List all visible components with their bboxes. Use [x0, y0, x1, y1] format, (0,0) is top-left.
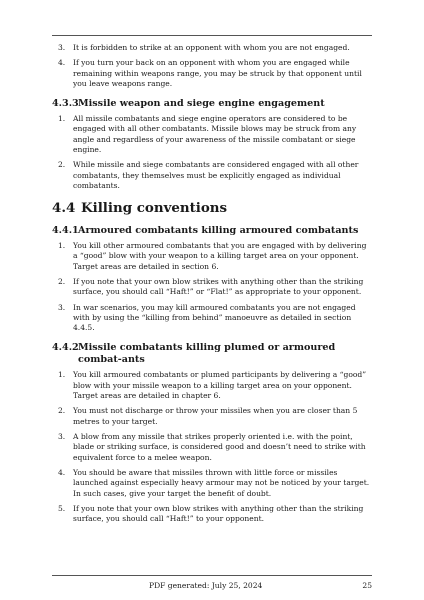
page-content	[52, 43, 372, 530]
list-item-number: 3.	[58, 432, 66, 442]
list-item	[52, 58, 372, 89]
list-item	[52, 370, 372, 401]
list-item	[52, 114, 372, 155]
list-item-text: You must not discharge or throw your missiles when you are closer than 5 metres to your target.	[73, 406, 358, 426]
intro-list	[52, 43, 372, 89]
section-title: Missile weapon and siege engine engagement	[78, 97, 325, 109]
page-number: 25	[362, 581, 372, 590]
list-item-text: It is forbidden to strike at an opponent with whom you are not engaged.	[73, 43, 350, 52]
section-number: 4.3.3	[52, 97, 79, 109]
list-item-text: If you turn your back on an opponent with whom you are engaged while remaining within weapons range, you may be struck by that opponent until you leave weapons range.	[73, 58, 362, 88]
list-item-text: All missile combatants and siege engine operators are considered to be engaged with all other combatants. Missile blows may be struck from any angle and regardless of your awareness of the missile combatant or siege engine.	[73, 114, 357, 154]
section-number: 4.4.2	[52, 342, 79, 354]
list-item	[52, 406, 372, 427]
list-item	[52, 43, 372, 53]
list-item	[52, 303, 372, 334]
list-item-text: In war scenarios, you may kill armoured combatants you are not engaged with by using the “killing from behind” manoeuvre as detailed in section 4.4.5.	[73, 302, 356, 333]
section-heading-4-4-2	[52, 342, 372, 366]
list-item-number: 3.	[58, 43, 66, 52]
list-item-number: 3.	[58, 302, 66, 312]
footer-rule	[52, 575, 372, 576]
list-item-text: You should be aware that missiles thrown with little force or missiles launched against especially heavy armour may not be noticed by your target. In such cases, give your target the benefit of doubt.	[73, 468, 370, 498]
list-item-text: You kill armoured combatants or plumed participants by delivering a “good” blow with your missile weapon to a killing target area on your opponent. Target areas are detailed in chapter 6.	[73, 370, 367, 400]
list-item-number: 1.	[58, 370, 66, 380]
list-item	[52, 241, 372, 272]
list-item-number: 1.	[58, 241, 66, 251]
section-heading-4-3-3	[52, 98, 372, 110]
list-item	[52, 468, 372, 499]
section-title: Missile combatants killing plumed or armoured combat-ants	[78, 342, 336, 366]
list-item	[52, 504, 372, 525]
list-item-number: 1.	[58, 114, 66, 124]
section-title: Armoured combatants killing armoured combatants	[78, 224, 359, 236]
list-item	[52, 160, 372, 191]
section-title: Killing conventions	[81, 200, 228, 217]
list-item	[52, 277, 372, 298]
section-heading-4-4	[52, 200, 372, 216]
list-item-number: 4.	[58, 58, 66, 68]
section-heading-4-4-1	[52, 225, 372, 237]
list-item-number: 2.	[58, 406, 66, 416]
list-item-number: 4.	[58, 468, 66, 478]
list-item-text: You kill other armoured combatants that you are engaged with by delivering a “good” blow with your weapon to a killing target area on your opponent. Target areas are detailed in section 6.	[73, 241, 367, 271]
section-number: 4.4.1	[52, 224, 79, 236]
list-item-text: If you note that your own blow strikes with anything other than the striking surface, you should call “Haft!” to your opponent.	[73, 504, 364, 524]
list-item-number: 2.	[58, 160, 66, 170]
pdf-generated-note: PDF generated: July 25, 2024	[149, 581, 263, 590]
header-rule	[52, 35, 372, 36]
section-4-4-2-list	[52, 370, 372, 524]
list-item-text: While missile and siege combatants are considered engaged with all other combatants, they themselves must be explicitly engaged as individual combatants.	[73, 160, 359, 190]
list-item-text: A blow from any missile that strikes properly oriented i.e. with the point, blade or striking surface, is considered good and doesn’t need to strike with equivalent force to a melee weapon.	[73, 432, 366, 462]
section-4-4-1-list	[52, 241, 372, 334]
list-item-text: If you note that your own blow strikes with anything other than the striking surface, you should call “Haft!” or “Flat!” as appropriate to your opponent.	[73, 277, 364, 297]
list-item	[52, 432, 372, 463]
section-4-3-3-list	[52, 114, 372, 191]
list-item-number: 5.	[58, 504, 66, 513]
section-number: 4.4	[52, 200, 76, 217]
list-item-number: 2.	[58, 277, 66, 286]
